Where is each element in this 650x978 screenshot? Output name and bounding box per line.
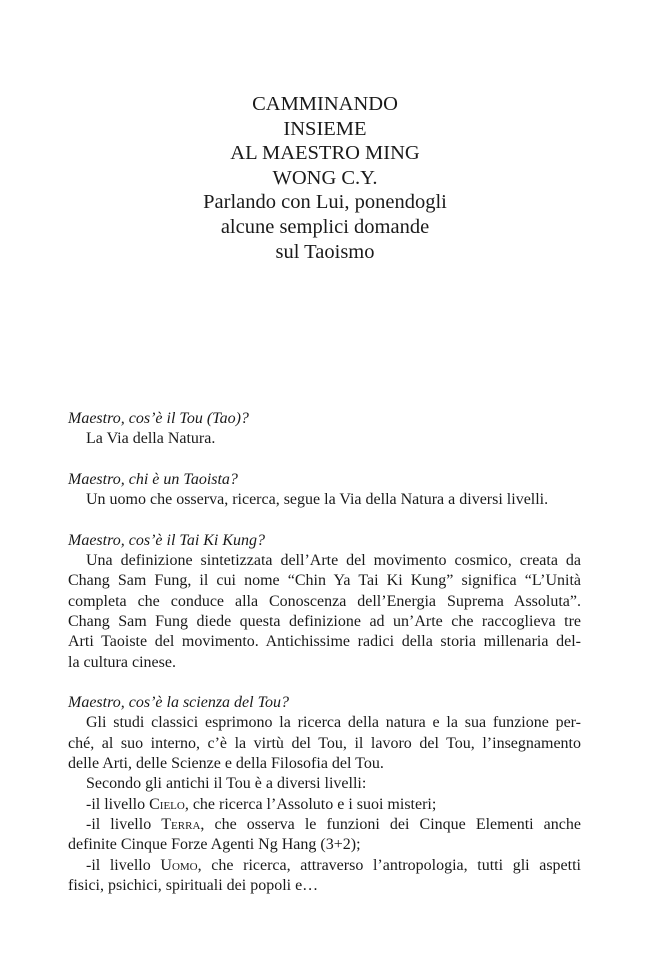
answer-line: delle Arti, delle Scienze e della Filosofia del Tou. [68,755,384,773]
answer-line: Chang Sam Fung diede questa definizione ad un’Arte che raccoglieva tre [68,612,581,630]
qa-tai-ki-kung [68,531,581,673]
level-name: Terra [161,815,201,833]
subtitle-line: alcune semplici domande [220,215,430,238]
title-line: AL MAESTRO MING [230,142,420,165]
question: Maestro, cos’è il Tai Ki Kung? [68,531,266,549]
answer-line: la cultura cinese. [68,653,176,671]
title-line: INSIEME [283,117,367,140]
answer-line: Chang Sam Fung, il cui nome “Chin Ya Tai Ki Kung” significa “L’Unità [68,572,581,590]
question: Maestro, cos’è il Tou (Tao)? [68,410,249,427]
body-text [68,409,581,916]
level-text-continued: definite Cinque Forze Agenti Ng Hang (3+2); [68,836,361,854]
answer-line: completa che conduce alla Conoscenza dell’Energia Suprema Assoluta”. [68,592,581,610]
level-name: Uomo [160,856,198,874]
question: Maestro, chi è un Taoista? [68,470,238,488]
level-text: , che ricerca l’Assoluto e i suoi misteri; [184,795,437,813]
levels-intro: Secondo gli antichi il Tou è a diversi livelli: [86,775,367,793]
chapter-title [0,92,650,264]
question: Maestro, cos’è la scienza del Tou? [68,694,290,712]
answer-line: Gli studi classici esprimono la ricerca della natura e la sua funzione per- [86,714,581,732]
level-prefix: -il livello [86,815,162,833]
title-line: CAMMINANDO [252,93,398,115]
answer-line: Un uomo che osserva, ricerca, segue la Via della Natura a diversi livelli. [86,491,549,509]
subtitle-line: sul Taoismo [275,240,375,263]
answer-line: Una definizione sintetizzata dell’Arte del movimento cosmico, creata da [86,552,581,570]
level-text-continued: fisici, psichici, spirituali dei popoli e… [68,876,319,894]
level-uomo [68,856,581,876]
level-prefix: -il livello [86,795,150,813]
subtitle-line: Parlando con Lui, ponendogli [203,191,447,214]
qa-scienza-tou [68,693,581,896]
title-line: WONG C.Y. [272,166,378,189]
answer-line: ché, al suo interno, c’è la virtù del Tou, il lavoro del Tou, l’insegnamento [68,734,581,752]
level-prefix: -il livello [86,856,161,874]
qa-taoista [68,470,581,511]
level-text: , che ricerca, attraverso l’antropologia, tutti gli aspetti [197,856,581,874]
level-text: , che osserva le funzioni dei Cinque Elementi anche [200,815,581,833]
level-cielo [68,795,581,815]
qa-tou [68,409,581,450]
level-terra [68,815,581,835]
answer-line: Arti Taoiste del movimento. Antichissime radici della storia millenaria del- [68,633,581,651]
answer-line: La Via della Natura. [86,430,216,448]
level-name: Cielo [149,795,185,813]
